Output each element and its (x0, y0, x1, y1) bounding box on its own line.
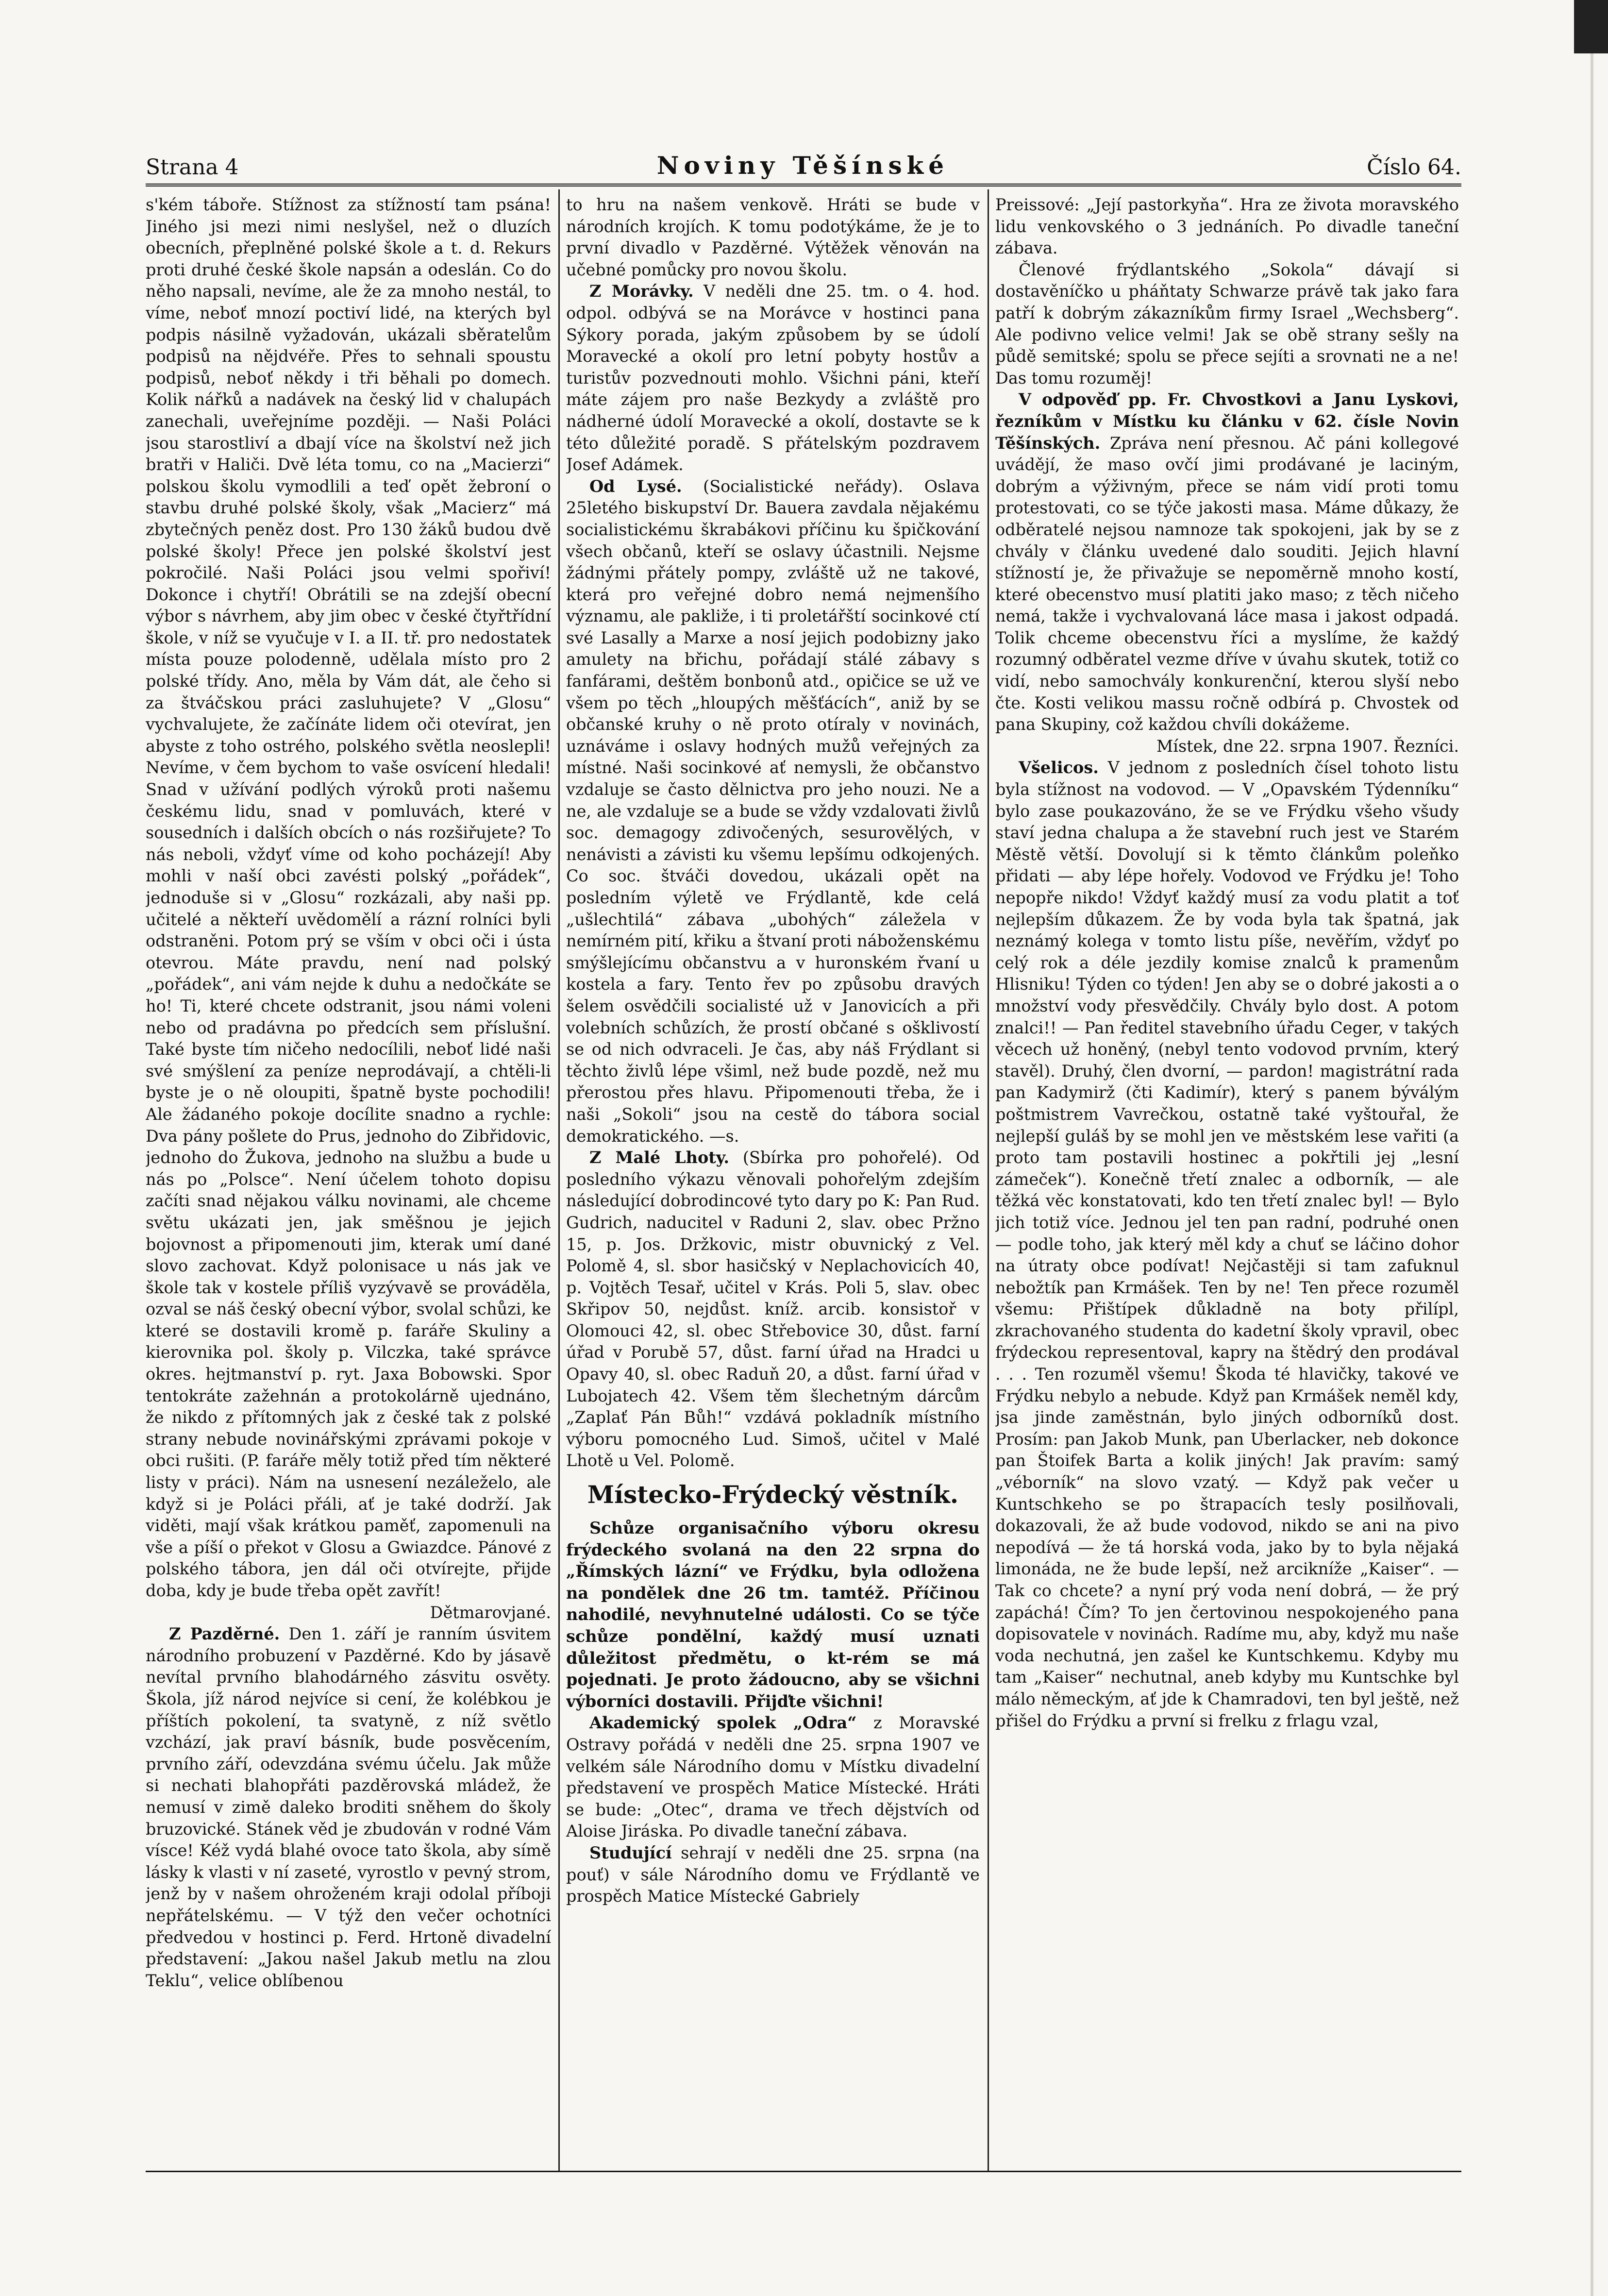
article-text: Preissové: „Její pastorkyňa“. Hra ze života moravského lidu venkovského o 3 jednáních. Po divadle taneční zábava. (995, 195, 1459, 258)
page-number: Strana 4 (146, 155, 239, 180)
article-heading: Od Lysé. (589, 476, 682, 496)
column-2 (566, 194, 980, 2166)
article-text: sehrají v neděli dne 25. srpna (na pouť) v sále Národního domu ve Frýdlantě ve prospěch Matice Místecké Gabriely (566, 1843, 980, 1906)
article-paragraph (995, 194, 1459, 259)
article-text: to hru na našem venkově. Hráti se bude v národních krojích. K tomu podotýkáme, že je to první divadlo v Pazděrné. Výtěžek věnován na učebné pomůcky pro novou školu. (566, 195, 980, 279)
article-text: s'kém táboře. Stížnost za stížností tam psána! Jiného jsi mezi nimi neslyšel, než o dluzích obecních, přeplněné polské škole a t. d. Rekurs proti druhé české škole napsán a odeslán. Co do něho napsali, nevíme, ale že za mnoho nestál, to víme, neboť mnozí poctiví lidé, na kterých byl podpis násilně vyžadován, ukázali sběratelům podpisů na nějdvéře. Přes to sehnali spoustu podpisů, neboť někdy i tři běhali po domech. Kolik nářků a nadávek na český lid v chalupách zanechali, uveřejníme později. — Naši Poláci jsou starostliví a dbají více na školství než jich bratři v Haliči. Dvě léta tomu, co na „Macierzi“ polskou školu vymodlili a teď opět žebroní o stavbu druhé polské školy, však „Macierz“ má zbytečných peněz dost. Pro 130 žáků budou dvě polské školy! Přece jen polské školství jest pokročilé. Naši Poláci jsou velmi spořiví! Dokonce i chytří! Obrátili se na zdejší obecní výbor s návrhem, aby jim obec v české čtyřtřídní škole, v níž se vyučuje v I. a II. tř. pro nedostatek místa pouze polodenně, udělala místo pro 2 polské třídy. Ano, měla by Vám dát, ale čeho si za štváčskou práci zasluhujete? V „Glosu“ vychvalujete, že začínáte lidem oči otevírat, jen abyste z toho ostrého, polského světla neoslepli! Nevíme, v čem bychom to vaše osvícení hledali! Snad v užívání podlých výroků proti našemu českému lidu, snad v pomluvách, které v sousedních i dalších obcích o nás rozšiřujete? To nás neboli, vždyť víme od koho pocházejí! Aby mohli v naší obci zavésti polský „pořádek“, jednoduše si v „Glosu“ rozkázali, aby naši pp. učitelé a někteří uvědomělí a rázní rolníci byli odstraněni. Potom prý se vším v obci oči i ústa otevrou. Máte pravdu, není nad polský „pořádek“, ani vám nejde k duhu a nedočkáte se ho! Ti, které chcete odstranit, jsou námi voleni nebo od pradávna po předcích sem příslušní. Také byste tím ničeho nedocílili, neboť lidé naši své smýšlení za peníze neprodávají, a chtěli-li byste je o ně oloupiti, špatně byste pochodili! Ale žádaného pokoje docílite snadno a rychle: Dva pány pošlete do Prus, jednoho do Zibřidovic, jednoho do Žukova, jednoho na službu a bude u nás po „Polsce“. Není účelem tohoto dopisu začíti snad nějakou válku novinami, ale chceme světu ukázati jen, jak směšnou je jejich bojovnost a připomenouti jim, kterak umí dané slovo zachovat. Když polonisace u nás jak ve škole tak v kostele příliš vyzývavě se prováděla, ozval se náš český obecní výbor, svolal schůzi, ke které se dostavili kromě p. faráře Skuliny a kierovnika pol. školy p. Vilczka, také správce okres. hejtmanství p. ryt. Jaxa Bobowski. Spor tentokráte zažehnán a protokolárně ujednáno, že nikdo z přítomných jak z české tak z polské strany nebude novinářskými zprávami pokoje v obci rušiti. (P. faráře měly totiž před tím některé listy v práci). Nám na usnesení nezáleželo, ale když si je Poláci přáli, ať je také dodrží. Jak viděti, mají však krátkou paměť, zapomenuli na vše a píší o překot v Glosu a Gwiazdce. Pánové z polského tábora, jen dál oči otvírejte, přijde doba, kdy je bude třeba opět zavřít! (146, 195, 551, 1600)
article-paragraph (995, 259, 1459, 389)
article-text: Místek, dne 22. srpna 1907. Řezníci. (1156, 736, 1459, 756)
article-paragraph (566, 281, 980, 475)
article-paragraph (566, 194, 980, 281)
article-paragraph (146, 1623, 551, 1992)
section-heading: Místecko-Frýdecký věstník. (587, 1480, 959, 1509)
article-paragraph (566, 1712, 980, 1842)
article-text: Členové frýdlantského „Sokola“ dávají si dostavěníčko u pháňtaty Schwarze právě tak jako fara patří k dobrým zákazníkům firmy Israel „Wechsberg“. Ale podivno velice velmi! Jak se obě strany sešly na půdě semitské; spolu se přece sejíti a srovnati ne a ne! Das tomu rozuměj! (995, 260, 1459, 388)
article-paragraph (566, 1147, 980, 1472)
article-text: (Socialistické neřády). Oslava 25letého biskupství Dr. Bauera zavdala nějakému socialistickému škrabákovi příčinu ku špičkování všech občanů, kteří se oslavy účastnili. Nejsme žádnými přátely pompy, zvláště už ne takové, která pro veřejné dobro nemá nejmenšího významu, ale pakliže, i ti proletářští socinkové ctí své Lasally a Marxe a nosí jejich podobizny jako amulety na břichu, pořádají stálé zábavy s fanfárami, deštěm bonbonů atd., opičice se už ve všem po těch „hloupých měšťácích“, aniž by se občanské kruhy o ně proto otíraly v novinách, uznáváme i oslavy hodných mužů veřejných za místné. Naši socinkové ať nemysli, že občanstvo vzdaluje se často dělnictva pro jeho nouzi. Ne a ne, ale vzdaluje se a bude se vždy vzdalovati živlů soc. demagogy zdivočených, sesurovělých, v nenávisti a závisti ku všemu lepšímu odkojených. Co soc. štváči dovedou, ukázali opět na posledním výletě ve Frýdlantě, kde celá „ušlechtilá“ zábava „ubohých“ záležela v nemírném pití, křiku a štvaní proti náboženskému smýšlejícímu občanstvu a v huronském řvaní u kostela a fary. Tento řev po způsobu dravých šelem osvědčili socialisté už v Janovicích a při volebních schůzích, že prostí občané s ošklivostí se od nich odvraceli. Je čas, aby náš Frýdlant si těchto živlů lépe všiml, než bude pozdě, než mu přerostou přes hlavu. Připomenouti třeba, že i naši „Sokoli“ jsou na cestě do tábora social demokratického. —s. (566, 476, 980, 1146)
article-paragraph (566, 476, 980, 1147)
article-paragraph (566, 1842, 980, 1908)
column-3 (995, 194, 1459, 2166)
article-heading: Z Morávky. (589, 282, 694, 301)
article-heading: Studující (589, 1843, 672, 1862)
article-text: z Moravské Ostravy pořádá v neděli dne 25. srpna 1907 ve velkém sále Národního domu v Místku divadelní představení ve prospěch Matice Místecké. Hráti se bude: „Otec“, drama ve třech dějstvích od Aloise Jiráska. Po divadle taneční zábava. (566, 1713, 980, 1841)
newspaper-title: Noviny Těšínské (656, 151, 949, 180)
scan-edge-mark (1574, 0, 1608, 53)
article-text: V neděli dne 25. tm. o 4. hod. odpol. odbývá se na Morávce v hostinci pana Sýkory porada, jakým způsobem by se údolí Moravecké a okolí pro letní pobyty hostův a turistův pozvednouti mohlo. Všichni páni, kteří máte zájem pro naše Bezkydy a zvláště pro nádherné údolí Moravecké a okolí, dostavte se k této důležité poradě. S přátelským pozdravem Josef Adámek. (566, 282, 980, 474)
page-header (146, 146, 1461, 180)
column-1 (146, 194, 551, 2166)
scan-edge-shadow (1591, 53, 1593, 2296)
article-paragraph (146, 194, 551, 1602)
article-paragraph (995, 757, 1459, 1732)
article-paragraph (995, 389, 1459, 736)
article-paragraph (566, 1518, 980, 1712)
article-heading: Z Pazděrné. (169, 1624, 280, 1644)
article-text: Schůze organisačního výboru okresu frýdeckého svolaná na den 22 srpna do „Římských lázní“ ve Frýdku, byla odložena na pondělek dne 26 tm. tamtéž. Příčinou nahodilé, nevyhnutelné události. Co se týče schůze pondělní, každý musí uznati důležitost předmětu, o kt-rém se má pojednati. Je proto žádoucno, aby se všichni výborníci dostavili. Přijďte všichni! (566, 1519, 980, 1711)
signature (995, 736, 1459, 758)
article-text: Zpráva není přesnou. Ač páni kollegové uvádějí, že maso ovčí jimi prodávané je laciným, dobrým a výživným, přece se nám vidí proti tomu protestovati, co se týče jakosti masa. Máme důkazy, že odběratelé nejsou namnoze tak spokojeni, jak by se z chvály v článku uvedené dalo souditi. Jejich hlavní stížností je, že přivažuje se nepoměrně mnoho kostí, které obecenstvo musí platiti jako maso; z těch ničeho nemá, takže i vychvalovaná láce masa i jakost odpadá. Tolik chceme obecenstvu říci a myslíme, že každý rozumný odběratel vezme dříve v úvahu skutek, totiž co vidí, nebo samochvály konkurenční, kterou slyší nebo čte. Kosti velikou massu ročně odbírá p. Chvostek od pana Skupiny, což každou chvíli dokážeme. (995, 433, 1459, 734)
article-heading: Akademický spolek „Odra“ (589, 1713, 857, 1733)
article-text: Den 1. září je ranním úsvitem národního probuzení v Pazděrné. Kdo by jásavě nevítal prvního blahodárného zásvitu osvěty. Škola, jíž národ nejvíce si cení, že kolébkou je příštích pokolení, ta svatyně, z níž světlo vzchází, jak praví básník, bude posvěcením, prvního září, odevzdána svému účelu. Jak může si nechati blahopřáti pazděrovská mládež, že nemusí v zimě daleko broditi sněhem do školy bruzovické. Stánek věd je zbudován v rodné Vám vísce! Kéž vydá blahé ovoce tato škola, aby símě lásky k vlasti v ní zaseté, vyrostlo v pevný strom, jenž by v našem ohroženém kraji odolal příboji nepřátelskému. — V týž den večer ochotníci předvedou v hostinci p. Ferd. Hrtoně divadelní představení: „Jakou našel Jakub metlu na zlou Teklu“, velice oblíbenou (146, 1624, 551, 1990)
header-rule (146, 184, 1461, 186)
footer-rule (146, 2171, 1461, 2172)
column-rule-2 (988, 189, 989, 2171)
signature (146, 1602, 551, 1624)
column-rule-1 (558, 189, 560, 2171)
article-text: (Sbírka pro pohořelé). Od posledního výkazu věnovali pohořelým zdejším následující dobrodincové tyto dary po K: Pan Rud. Gudrich, naducitel v Raduni 2, slav. obec Pržno 15, p. Jos. Držkovic, mistr obuvnický z Vel. Polomě 4, sl. sbor hasičský v Neplachovicích 40, p. Vojtěch Tesař, učitel v Krás. Poli 5, slav. obec Skřipov 50, nejdůst. kníž. arcib. konsistoř v Olomouci 42, sl. obec Střebovice 30, důst. farní úřad v Porubě 57, důst. farní úřad na Hradci u Opavy 40, sl. obec Raduň 20, a důst. farní úřad v Lubojatech 42. Všem těm šlechetným dárcům „Zaplať Pán Bůh!“ vzdává pokladník místního výboru pomocného Lud. Simoš, učitel v Malé Lhotě u Vel. Polomě. (566, 1148, 980, 1470)
article-heading: Z Malé Lhoty. (589, 1148, 730, 1167)
article-text: Dětmarovjané. (430, 1603, 551, 1622)
article-heading: Všelicos. (1019, 758, 1099, 777)
article-heading: V odpověď pp. Fr. Chvostkovi a Janu Lyskovi, řezníkům v Místku ku článku v 62. čísle Novin Těšínských. (995, 390, 1459, 453)
article-text: V jednom z posledních čísel tohoto listu byla stížnost na vodovod. — V „Opavském Týdenníku“ bylo zase poukazováno, že se ve Frýdku všeho všudy staví jedna chalupa a že stavební ruch jest ve Starém Městě větší. Dovolují si k těmto článkům poleňko přidati — aby lépe hořely. Vodovod ve Frýdku je! Toho nepopře nikdo! Vždyť každý musí za vodu platit a toť nejlepším důkazem. Že by voda byla tak špatná, jak neznámý kolega v tomto listu píše, nevěřím, vždyť po celý rok a déle jezdily komise znalců k pramenům Hlisniku! Týden co týden! Jen aby se o dobré jakosti a o množství vody přesvědčily. Chvály bylo dost. A potom znalci!! — Pan ředitel stavebního úřadu Ceger, v takých věcech už honěný, (nebyl tento vodovod prvním, který stavěl). Druhý, člen dvorní, — pardon! magistrátní rada pan Kadymirž (čti Kadimír), který s panem býválým poštmistrem Vavrečkou, ostatně také vyštouřal, že nejlepší guláš by se mohl jen ve městském lese vařiti (a proto tam postavili hostinec a pokřtili jej „lesní zámeček“). Konečně třetí znalec a odborník, — ale těžká věc konstatovati, kdo ten třetí znalec byl! — Bylo jich totiž více. Jednou jel ten pan radní, podruhé onen — podle toho, jak který měl kdy a chuť se láčino dohor na útraty obce podívat! Nejčastěji si tam zafuknul nebožtík pan Krmášek. Ten by ne! Ten přece rozuměl všemu: Přištípek důkladně na boty přilípl, zkrachovaného studenta do kadetní školy vpravil, obec frýdeckou representoval, kapry na štědrý den prodával . . . Ten rozuměl všemu! Škoda té hlavičky, takové ve Frýdku nebylo a nebude. Když pan Krmášek neměl kdy, jsa jinde zaměstnán, bylo jiných odborníků dost. Prosím: pan Jakob Munk, pan Uberlacker, neb dokonce pan Štoifek Barta a kolik jiných! Jak pravím: samý „véborník“ na slovo vzatý. — Když pak večer u Kuntschkeho se po štrapacích tesly posilňovali, dokazovali, že až bude vodovod, nikdo se ani na pivo nepodívá — že tá horská voda, jako by to byla nějaká limonáda, ne že bude lepší, než arcikníže „Kaiser“. — Tak co chcete? a nyní prý voda není dobrá, — že prý zapáchá! Čím? To jen čertovinou nespokojeného pana dopisovatele v novinách. Radíme mu, aby, když mu naše voda nechutná, jen zašel ke Kuntschkemu. Kdyby mu tam „Kaiser“ nechutnal, aneb kdyby mu Kuntschke byl málo německým, ať jde k Chamradovi, ten byl ještě, než přišel do Frýdku a první si frelku z frlagu vzal, (995, 758, 1459, 1730)
issue-number: Číslo 64. (1367, 155, 1461, 180)
